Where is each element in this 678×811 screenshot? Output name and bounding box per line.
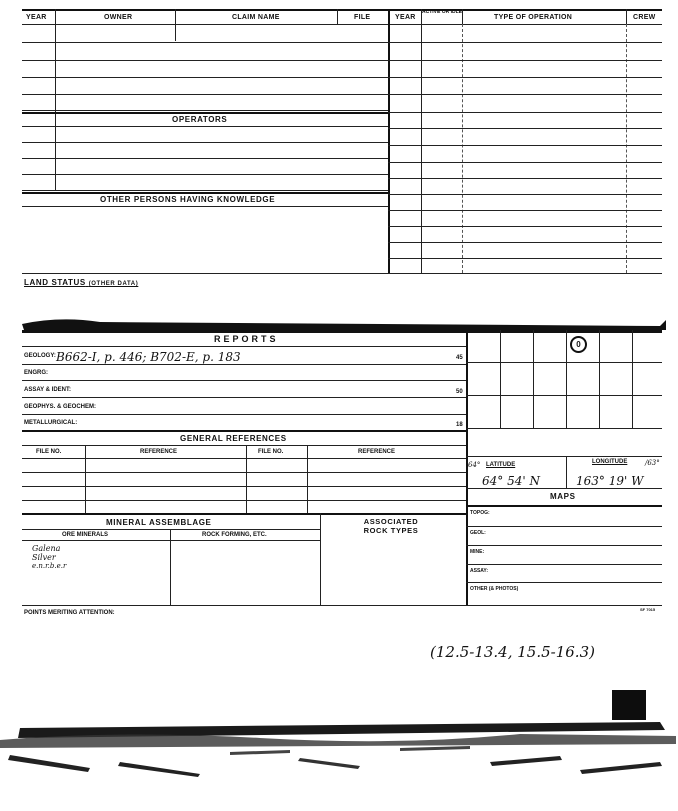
maps-top-rule xyxy=(466,488,662,489)
mineral-col-divider xyxy=(170,529,171,605)
grid-col xyxy=(599,330,600,428)
maps-heading: MAPS xyxy=(550,492,576,501)
header-rule xyxy=(22,24,662,25)
row-rule xyxy=(388,42,662,43)
row-rule xyxy=(22,94,388,95)
header-crew: CREW xyxy=(633,14,656,21)
grid-col xyxy=(500,330,501,428)
latitude-value: 64° 54' N xyxy=(482,474,540,488)
maps-row-other: OTHER (& PHOTOS) xyxy=(470,586,519,592)
reports-header-rule xyxy=(22,346,466,347)
report-row-rule xyxy=(22,414,466,415)
col-divider xyxy=(388,9,390,273)
header-active-idle: ACTIVE OR IDLE xyxy=(422,9,463,15)
ref-row-rule xyxy=(22,500,466,501)
bottom-handwritten-note: (12.5-13.4, 15.5-16.3) xyxy=(430,643,595,661)
grid-row xyxy=(466,395,662,396)
row-rule xyxy=(22,142,388,143)
maps-row-topog: TOPOG: xyxy=(470,510,490,516)
report-row-rule xyxy=(22,397,466,398)
ref-col-divider xyxy=(307,445,308,513)
row-rule xyxy=(22,77,388,78)
row-rule xyxy=(388,258,662,259)
row-rule xyxy=(22,158,388,159)
report-row-rule xyxy=(22,380,466,381)
maps-row-rule xyxy=(466,564,662,565)
general-refs-top-rule xyxy=(22,430,466,432)
row-rule xyxy=(388,128,662,129)
general-refs-header-rule xyxy=(22,445,466,446)
ref-row-rule xyxy=(22,472,466,473)
row-rule xyxy=(22,206,388,207)
grid-row xyxy=(466,362,662,363)
maps-row-mine: MINE: xyxy=(470,549,485,555)
ore-minerals-heading: ORE MINERALS xyxy=(62,532,109,538)
report-code-assay: 50 xyxy=(456,389,463,395)
general-references-heading: GENERAL REFERENCES xyxy=(180,434,287,443)
row-rule xyxy=(22,42,388,43)
mineral-sub-rule xyxy=(22,529,320,530)
header-year-2: YEAR xyxy=(395,14,416,21)
longitude-value: 163° 19' W xyxy=(576,474,644,488)
grid-col xyxy=(632,330,633,428)
col-divider xyxy=(175,9,176,41)
row-rule xyxy=(388,77,662,78)
row-rule xyxy=(22,126,388,127)
maps-row-rule xyxy=(466,582,662,583)
mineral-top-rule xyxy=(22,513,466,515)
mineral-col-divider xyxy=(320,513,321,605)
latlong-rule xyxy=(466,456,662,457)
report-label-engrg: ENGRG: xyxy=(24,370,48,376)
operators-top-rule xyxy=(22,112,388,114)
ref-header-reference-2: REFERENCE xyxy=(358,449,396,455)
maps-row-rule xyxy=(466,545,662,546)
col-divider-faint xyxy=(462,24,463,273)
row-rule xyxy=(388,145,662,146)
col-divider-faint xyxy=(626,24,627,273)
header-type-of-operation: TYPE OF OPERATION xyxy=(494,14,573,21)
latlong-divider xyxy=(566,456,567,488)
maps-row-assay: ASSAY: xyxy=(470,568,489,574)
report-label-metallurgical: METALLURGICAL: xyxy=(24,420,78,426)
grid-circled-mark: 0 xyxy=(570,336,587,353)
col-divider xyxy=(55,9,56,191)
other-persons-top-rule xyxy=(22,192,388,194)
col-divider xyxy=(462,9,463,24)
row-rule xyxy=(388,178,662,179)
longitude-margin-note: /63° xyxy=(645,459,660,467)
report-code-geology: 45 xyxy=(456,355,463,361)
mineral-handwritten-2: Silver xyxy=(32,553,56,562)
maps-header-rule xyxy=(466,505,662,507)
mineral-handwritten-3: e.n.r.b.e.r xyxy=(32,562,67,570)
other-persons-heading: OTHER PERSONS HAVING KNOWLEDGE xyxy=(100,195,276,204)
points-meriting-attention-label: POINTS MERITING ATTENTION: xyxy=(24,610,115,616)
ref-header-reference-1: REFERENCE xyxy=(140,449,178,455)
row-rule xyxy=(388,162,662,163)
row-rule xyxy=(22,110,388,111)
latitude-margin-note: 64° xyxy=(468,461,481,469)
maps-row-geol: GEOL: xyxy=(470,530,486,536)
longitude-label: LONGITUDE xyxy=(592,459,628,465)
ref-row-rule xyxy=(22,486,466,487)
report-label-geophys: GEOPHYS. & GEOCHEM: xyxy=(24,404,97,410)
ref-col-divider xyxy=(85,445,86,513)
col-divider xyxy=(626,9,627,24)
row-rule xyxy=(388,242,662,243)
ref-col-divider xyxy=(246,445,247,513)
row-rule xyxy=(388,226,662,227)
grid-row xyxy=(466,428,662,429)
mineral-handwritten-1: Galena xyxy=(32,544,61,553)
ref-row-rule xyxy=(22,458,466,459)
row-rule xyxy=(388,210,662,211)
latitude-label: LATITUDE xyxy=(486,462,516,468)
header-owner: OWNER xyxy=(104,14,133,21)
form-number: SF 7015 xyxy=(640,607,656,612)
associated-rock-types-heading: ASSOCIATED ROCK TYPES xyxy=(363,517,419,535)
col-divider xyxy=(421,9,422,273)
header-file: FILE xyxy=(354,14,371,21)
row-rule xyxy=(388,94,662,95)
table-top-rule xyxy=(22,9,662,11)
operators-heading: OPERATORS xyxy=(172,115,228,124)
geology-handwritten: B662-I, p. 446; B702-E, p. 183 xyxy=(56,350,241,364)
land-status-heading: LAND STATUS (OTHER DATA) xyxy=(24,278,139,287)
row-rule xyxy=(388,60,662,61)
maps-row-rule xyxy=(466,526,662,527)
scan-edge-noise xyxy=(0,700,678,800)
report-row-rule xyxy=(22,364,466,365)
ref-header-file-2: FILE NO. xyxy=(258,449,284,455)
row-rule xyxy=(388,112,662,113)
header-year: YEAR xyxy=(26,14,47,21)
report-code-metallurgical: 18 xyxy=(456,422,463,428)
report-label-geology: GEOLOGY: xyxy=(24,353,56,359)
report-label-assay: ASSAY & IDENT: xyxy=(24,387,72,393)
mineral-header-rule xyxy=(22,540,320,541)
grid-col xyxy=(533,330,534,428)
header-claim-name: CLAIM NAME xyxy=(232,14,280,21)
reports-heading: REPORTS xyxy=(214,334,279,344)
grid-col xyxy=(566,330,567,428)
ref-header-file-1: FILE NO. xyxy=(36,449,62,455)
row-rule xyxy=(388,194,662,195)
rock-forming-heading: ROCK FORMING, ETC. xyxy=(202,532,267,538)
col-divider xyxy=(337,9,338,24)
row-rule xyxy=(22,60,388,61)
table-bottom-rule xyxy=(22,273,662,274)
row-rule xyxy=(22,174,388,175)
row-rule xyxy=(22,190,388,191)
mineral-bottom-rule xyxy=(22,605,662,606)
mineral-assemblage-heading: MINERAL ASSEMBLAGE xyxy=(106,518,212,527)
